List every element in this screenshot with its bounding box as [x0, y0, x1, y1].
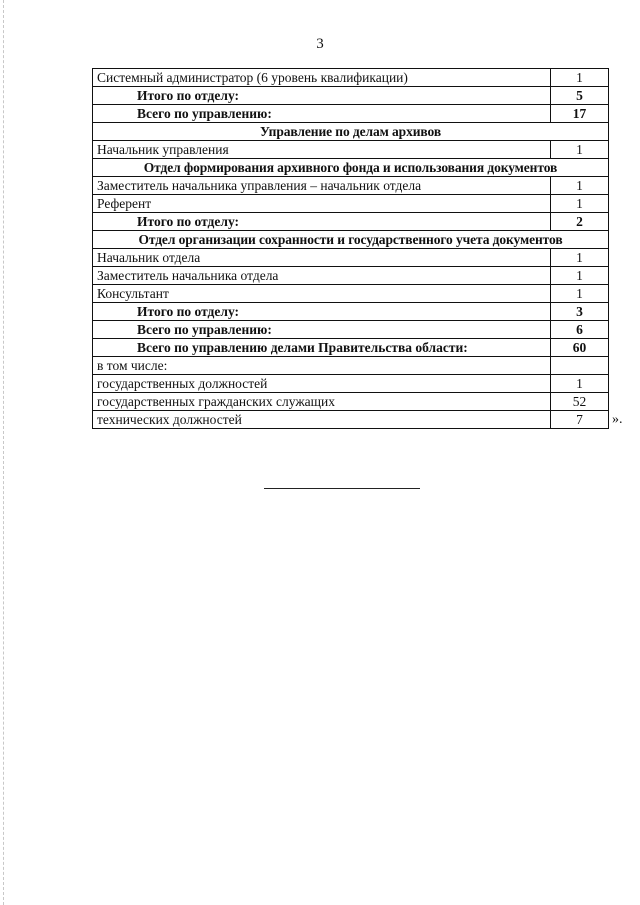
table-row — [93, 393, 609, 411]
closing-quote: ». — [612, 412, 623, 427]
staffing-table-body — [93, 69, 609, 429]
table-row — [93, 375, 609, 393]
position-count: 1 — [551, 249, 609, 267]
position-name: Всего по управлению: — [93, 105, 551, 123]
position-count: 1 — [551, 69, 609, 87]
table-row — [93, 177, 609, 195]
position-name: Заместитель начальника отдела — [93, 267, 551, 285]
section-heading: Отдел организации сохранности и государственного учета документов — [93, 231, 609, 249]
section-heading: Управление по делам архивов — [93, 123, 609, 141]
position-count: 1 — [551, 285, 609, 303]
position-count — [551, 357, 609, 375]
position-count: 2 — [551, 213, 609, 231]
section-header-row — [93, 123, 609, 141]
table-row — [93, 285, 609, 303]
position-count: 1 — [551, 195, 609, 213]
position-name: государственных должностей — [93, 375, 551, 393]
position-name: Начальник управления — [93, 141, 551, 159]
position-count: 17 — [551, 105, 609, 123]
table-row — [93, 267, 609, 285]
position-name: Всего по управлению делами Правительства области: — [93, 339, 551, 357]
position-name: Системный администратор (6 уровень квалификации) — [93, 69, 551, 87]
position-name: Итого по отделу: — [93, 87, 551, 105]
table-row — [93, 249, 609, 267]
table-row — [93, 411, 609, 429]
position-name: Всего по управлению: — [93, 321, 551, 339]
section-header-row — [93, 159, 609, 177]
position-name: Итого по отделу: — [93, 303, 551, 321]
section-heading: Отдел формирования архивного фонда и использования документов — [93, 159, 609, 177]
position-count: 52 — [551, 393, 609, 411]
page-number: 3 — [316, 36, 324, 52]
grand-total-row — [93, 339, 609, 357]
staffing-table — [92, 68, 609, 429]
scan-binding-edge — [3, 0, 4, 905]
position-name: Заместитель начальника управления – начальник отдела — [93, 177, 551, 195]
subtotal-row — [93, 105, 609, 123]
end-of-document-rule — [264, 488, 420, 489]
subtotal-row — [93, 213, 609, 231]
table-row — [93, 357, 609, 375]
subtotal-row — [93, 87, 609, 105]
position-count: 7 — [551, 411, 609, 429]
subtotal-row — [93, 303, 609, 321]
position-count: 1 — [551, 267, 609, 285]
position-name: в том числе: — [93, 357, 551, 375]
position-count: 6 — [551, 321, 609, 339]
section-header-row — [93, 231, 609, 249]
table-row — [93, 195, 609, 213]
position-count: 60 — [551, 339, 609, 357]
position-name: Референт — [93, 195, 551, 213]
position-count: 1 — [551, 177, 609, 195]
position-name: Начальник отдела — [93, 249, 551, 267]
table-row — [93, 69, 609, 87]
position-name: технических должностей — [93, 411, 551, 429]
position-count: 5 — [551, 87, 609, 105]
position-count: 1 — [551, 141, 609, 159]
position-name: Итого по отделу: — [93, 213, 551, 231]
subtotal-row — [93, 321, 609, 339]
table-row — [93, 141, 609, 159]
position-count: 1 — [551, 375, 609, 393]
position-name: государственных гражданских служащих — [93, 393, 551, 411]
position-name: Консультант — [93, 285, 551, 303]
position-count: 3 — [551, 303, 609, 321]
